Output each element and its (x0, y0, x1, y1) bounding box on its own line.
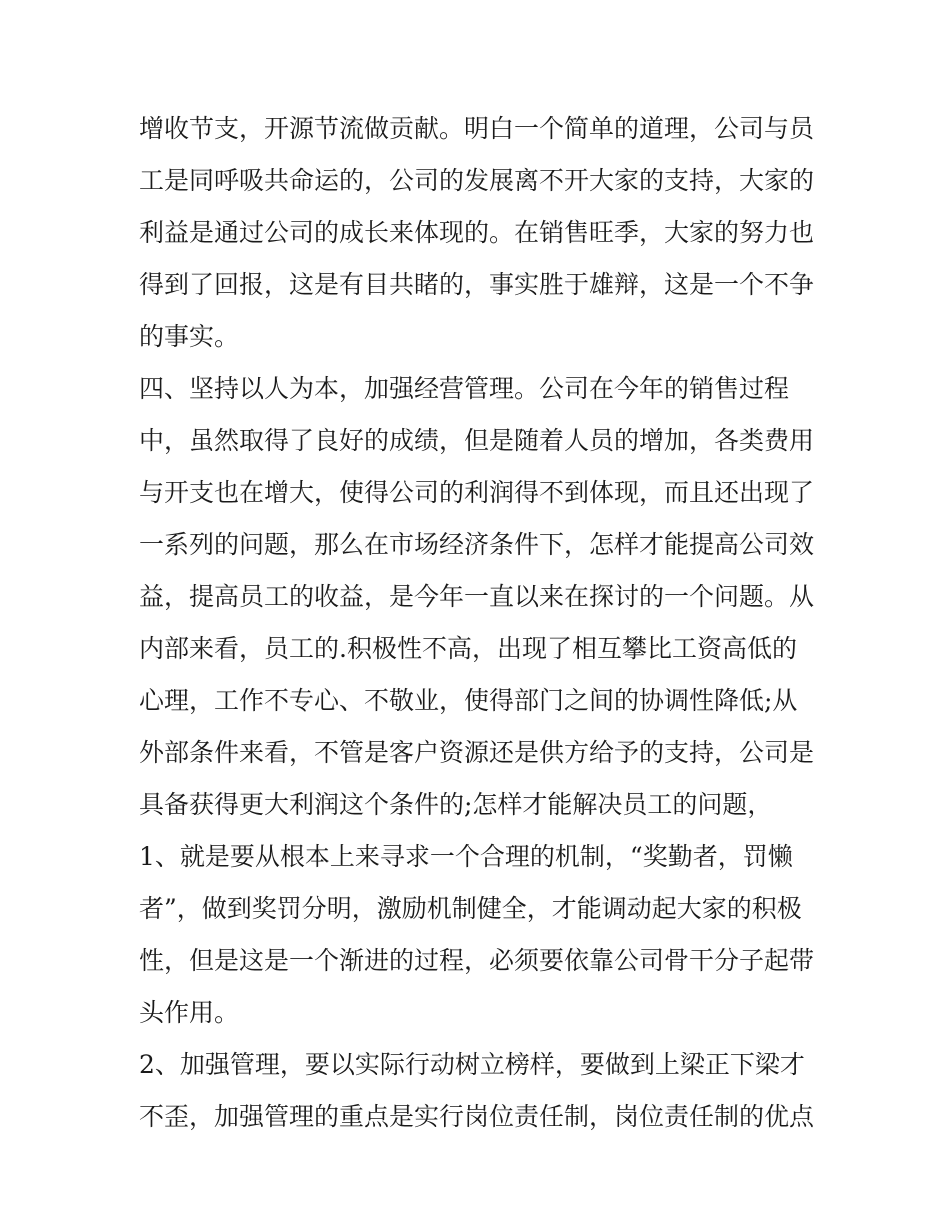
text-line: 头作用。 (139, 998, 240, 1027)
paragraph (139, 831, 819, 1039)
text-line: 益，提高员工的收益，是今年一直以来在探讨的一个问题。从 (139, 582, 815, 611)
text-line: 得到了回报，这是有目共睹的，事实胜于雄辩，这是一个不争 (139, 270, 815, 299)
text-line: 不歪，加强管理的重点是实行岗位责任制，岗位责任制的优点 (139, 1102, 815, 1131)
text-line: 心理，工作不专心、不敬业，使得部门之间的协调性降低;从 (139, 686, 798, 715)
document-body (139, 103, 819, 1143)
text-line: 四、坚持以人为本，加强经营管理。公司在今年的销售过程 (139, 374, 790, 403)
text-line: 工是同呼吸共命运的，公司的发展离不开大家的支持，大家的 (139, 166, 815, 195)
text-line: 性，但是这是一个渐进的过程，必须要依靠公司骨干分子起带 (139, 946, 815, 975)
text-line: 内部来看，员工的.积极性不高，出现了相互攀比工资高低的 (139, 634, 797, 663)
text-line: 与开支也在增大，使得公司的利润得不到体现，而且还出现了 (139, 478, 815, 507)
paragraph (139, 103, 819, 363)
text-line: 的事实。 (139, 322, 240, 351)
paragraph (139, 1039, 819, 1143)
text-line: 2、加强管理，要以实际行动树立榜样，要做到上梁正下梁才 (139, 1050, 805, 1079)
text-line: 外部条件来看，不管是客户资源还是供方给予的支持，公司是 (139, 738, 815, 767)
text-line: 中，虽然取得了良好的成绩，但是随着人员的增加，各类费用 (139, 426, 815, 455)
text-line: 者”，做到奖罚分明，激励机制健全，才能调动起大家的积极 (139, 894, 802, 923)
paragraph (139, 363, 819, 831)
text-line: 利益是通过公司的成长来体现的。在销售旺季，大家的努力也 (139, 218, 815, 247)
text-line: 一系列的问题，那么在市场经济条件下，怎样才能提高公司效 (139, 530, 815, 559)
text-line: 1、就是要从根本上来寻求一个合理的机制，“奖勤者，罚懒 (139, 842, 793, 871)
text-line: 增收节支，开源节流做贡献。明白一个简单的道理，公司与员 (139, 114, 815, 143)
text-line: 具备获得更大利润这个条件的;怎样才能解决员工的问题， (139, 790, 773, 819)
